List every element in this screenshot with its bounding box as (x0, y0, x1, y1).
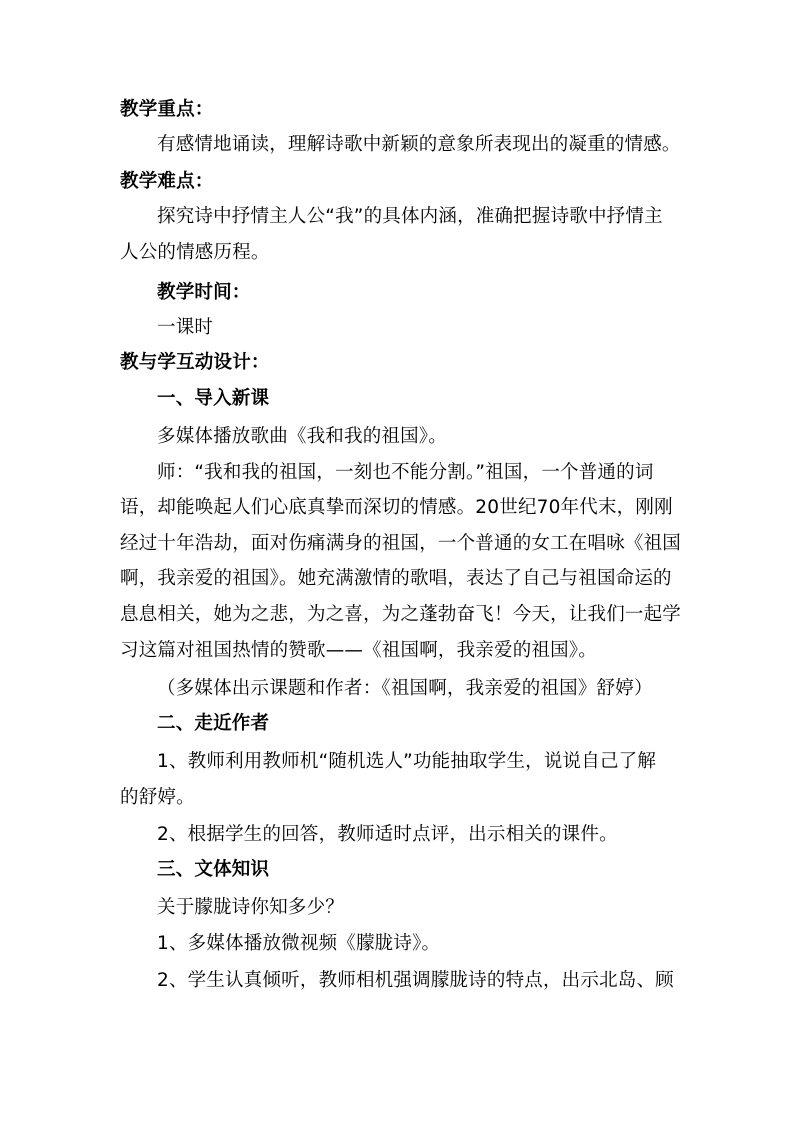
paragraph-line: 的舒婷。 (120, 787, 195, 808)
paragraph-line: 师：“我和我的祖国，一刻也不能分割。”祖国，一个普通的词 (157, 462, 654, 483)
paragraph-line: 2、根据学生的回答，教师适时点评，出示相关的课件。 (157, 824, 618, 845)
section-heading-genre: 三、文体知识 (157, 859, 270, 880)
paragraph-line: 经过十年浩劫，面对伤痛满身的祖国，一个普通的女工在唱咏《祖国 (120, 533, 682, 554)
heading-teaching-time: 教学时间： (157, 282, 251, 303)
paragraph-line: 1、多媒体播放微视频《朦胧诗》。 (157, 933, 441, 954)
paragraph-line: 探究诗中抒情主人公“我”的具体内涵，准确把握诗歌中抒情主 (157, 206, 663, 227)
paragraph-line: 语，却能唤起人们心底真挚而深切的情感。20世纪70年代末，刚刚 (120, 497, 673, 518)
paragraph-line: 关于朦胧诗你知多少？ (157, 897, 345, 918)
heading-interaction-design: 教与学互动设计： (120, 352, 270, 373)
paragraph-line: 一课时 (157, 317, 214, 338)
paragraph-line: 人公的情感历程。 (120, 242, 270, 263)
paragraph-line: 多媒体播放歌曲《我和我的祖国》。 (157, 426, 447, 447)
section-heading-intro: 一、导入新课 (157, 388, 270, 409)
section-heading-author: 二、走近作者 (157, 713, 270, 734)
heading-teaching-focus: 教学重点： (120, 99, 214, 120)
paragraph-line: 2、学生认真倾听，教师相机强调朦胧诗的特点，出示北岛、顾 (157, 970, 674, 991)
paragraph-line: 习这篇对祖国热情的赞歌——《祖国啊，我亲爱的祖国》。 (120, 640, 597, 661)
paragraph-line: 有感情地诵读，理解诗歌中新颖的意象所表现出的凝重的情感。 (157, 134, 681, 155)
paragraph-line: 息息相关，她为之悲，为之喜，为之蓬勃奋飞！今天，让我们一起学 (120, 604, 682, 625)
heading-teaching-difficulty: 教学难点： (120, 171, 214, 192)
paragraph-line: 1、教师利用教师机“随机选人”功能抽取学生，说说自己了解 (157, 751, 657, 772)
paragraph-line: 啊，我亲爱的祖国》。她充满激情的歌唱，表达了自己与祖国命运的 (120, 568, 672, 589)
paragraph-line: （多媒体出示课题和作者：《祖国啊，我亲爱的祖国》舒婷） (157, 678, 653, 699)
